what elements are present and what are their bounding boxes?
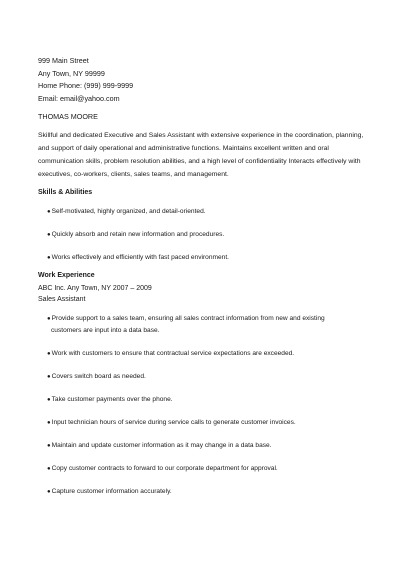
bullet-icon: ● bbox=[47, 232, 51, 238]
experience-item-text: Maintain and update customer information as it may change in a data base. bbox=[51, 442, 272, 449]
skills-item-text: Self-motivated, highly organized, and detail-oriented. bbox=[51, 208, 206, 215]
experience-item-text: Take customer payments over the phone. bbox=[51, 396, 173, 403]
bullet-icon: ● bbox=[47, 443, 51, 449]
bullet-icon: ● bbox=[47, 316, 51, 322]
bullet-icon: ● bbox=[47, 420, 51, 426]
experience-list-item bbox=[47, 463, 278, 475]
experience-list-item bbox=[47, 348, 294, 360]
skills-list-item bbox=[47, 229, 224, 241]
bullet-icon: ● bbox=[47, 489, 51, 495]
experience-list-item bbox=[47, 371, 146, 383]
skills-list-item bbox=[47, 206, 206, 218]
summary-paragraph bbox=[38, 130, 363, 182]
contact-city: Any Town, NY 99999 bbox=[38, 68, 105, 78]
experience-item-text: Copy customer contracts to forward to our corporate department for approval. bbox=[51, 465, 278, 472]
experience-list-item bbox=[47, 394, 173, 406]
skills-list-item bbox=[47, 252, 229, 264]
skills-heading: Skills & Abilities bbox=[38, 189, 93, 196]
candidate-name: THOMAS MOORE bbox=[38, 112, 98, 121]
skills-item-text: Quickly absorb and retain new information and procedures. bbox=[51, 231, 225, 238]
bullet-icon: ● bbox=[47, 209, 51, 215]
experience-list-item bbox=[47, 313, 325, 337]
summary-line: Skillful and dedicated Executive and Sales Assistant with extensive experience in the coordination, planning, bbox=[38, 132, 364, 139]
experience-item-text: Covers switch board as needed. bbox=[51, 373, 146, 380]
experience-item-text: customers are input into a data base. bbox=[51, 327, 160, 334]
contact-block bbox=[38, 55, 133, 105]
job-employer: ABC Inc. Any Town, NY 2007 – 2009 bbox=[38, 285, 152, 292]
bullet-icon: ● bbox=[47, 374, 51, 380]
contact-street: 999 Main Street bbox=[38, 56, 89, 65]
bullet-icon: ● bbox=[47, 351, 51, 357]
summary-line: and support of daily operational and administrative functions. Maintains excellent written and oral bbox=[38, 144, 329, 152]
experience-list-item bbox=[47, 440, 272, 452]
experience-item-text: Capture customer information accurately. bbox=[51, 488, 172, 495]
bullet-icon: ● bbox=[47, 255, 51, 261]
job-header bbox=[38, 283, 152, 306]
contact-phone: Home Phone: (999) 999-9999 bbox=[38, 81, 134, 91]
experience-list-item bbox=[47, 486, 172, 498]
experience-heading: Work Experience bbox=[38, 272, 95, 279]
bullet-icon: ● bbox=[47, 397, 51, 403]
experience-item-text: Input technician hours of service during service calls to generate customer invoices. bbox=[51, 419, 296, 426]
skills-item-text: Works effectively and efficiently with fast paced environment. bbox=[51, 254, 230, 261]
summary-line: executives, co-workers, clients, sales teams, and management. bbox=[38, 170, 229, 178]
experience-item-text: Work with customers to ensure that contractual service expectations are exceeded. bbox=[51, 350, 295, 357]
summary-line: communication skills, problem resolution abilities, and a high level of confidentiality Interacts effectively with bbox=[38, 157, 361, 165]
job-role: Sales Assistant bbox=[38, 296, 86, 304]
experience-item-text: Provide support to a sales team, ensuring all sales contract information from new and existing bbox=[51, 315, 325, 322]
experience-list-item bbox=[47, 417, 296, 429]
bullet-icon: ● bbox=[47, 466, 51, 472]
contact-email: Email: email@yahoo.com bbox=[38, 93, 120, 103]
